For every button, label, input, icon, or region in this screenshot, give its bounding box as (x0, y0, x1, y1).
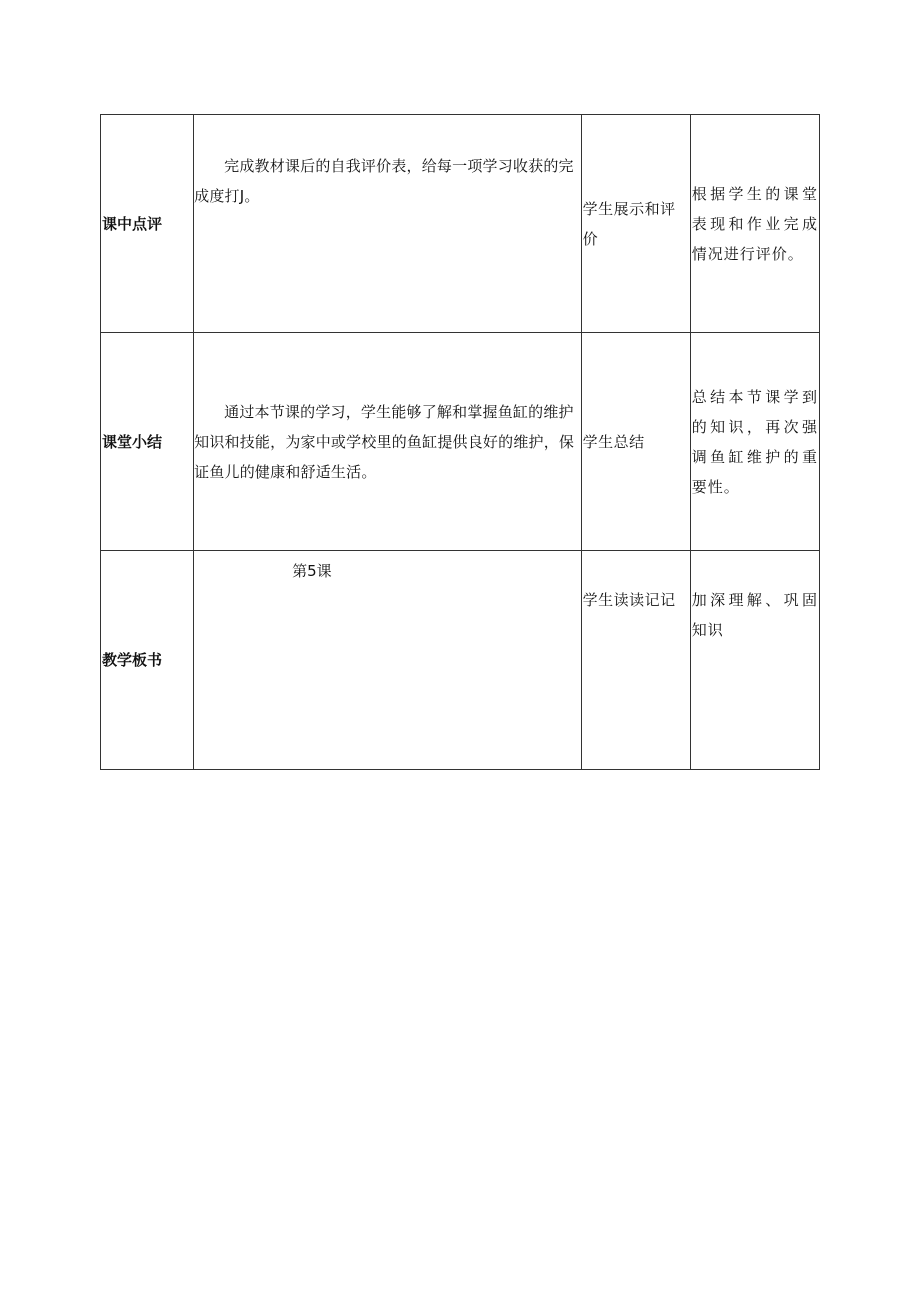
row-label-class-summary: 课堂小结 (101, 333, 194, 551)
student-activity-cell (581, 115, 690, 333)
row-label-in-class-review: 课中点评 (101, 115, 194, 333)
row-label-blackboard: 教学板书 (101, 551, 194, 770)
design-intent-cell (690, 115, 819, 333)
student-activity-cell (581, 551, 690, 770)
content-cell (194, 115, 582, 333)
blackboard-lesson-title: 第5课 (292, 562, 332, 580)
student-activity-text: 学生总结 (582, 432, 645, 451)
in-class-review-content: 完成教材课后的自我评价表，给每一项学习收获的完成度打J。 (194, 157, 574, 205)
table-row (101, 551, 820, 770)
design-intent-cell (690, 551, 819, 770)
student-activity-text: 学生展示和评价 (582, 199, 676, 248)
design-intent-text: 总结本节课学到的知识，再次强调鱼缸维护的重要性。 (691, 387, 818, 496)
table-row (101, 115, 820, 333)
student-activity-text: 学生读读记记 (582, 591, 676, 609)
class-summary-content: 通过本节课的学习，学生能够了解和掌握鱼缸的维护知识和技能，为家中或学校里的鱼缸提供良好的维护，保证鱼儿的健康和舒适生活。 (194, 402, 575, 481)
content-cell (194, 333, 582, 551)
student-activity-cell (581, 333, 690, 551)
content-cell (194, 551, 582, 770)
design-intent-cell (690, 333, 819, 551)
table-row (101, 333, 820, 551)
design-intent-text: 加深理解、巩固知识 (691, 591, 818, 639)
lesson-plan-table (100, 114, 820, 770)
design-intent-text: 根据学生的课堂表现和作业完成情况进行评价。 (691, 184, 818, 263)
